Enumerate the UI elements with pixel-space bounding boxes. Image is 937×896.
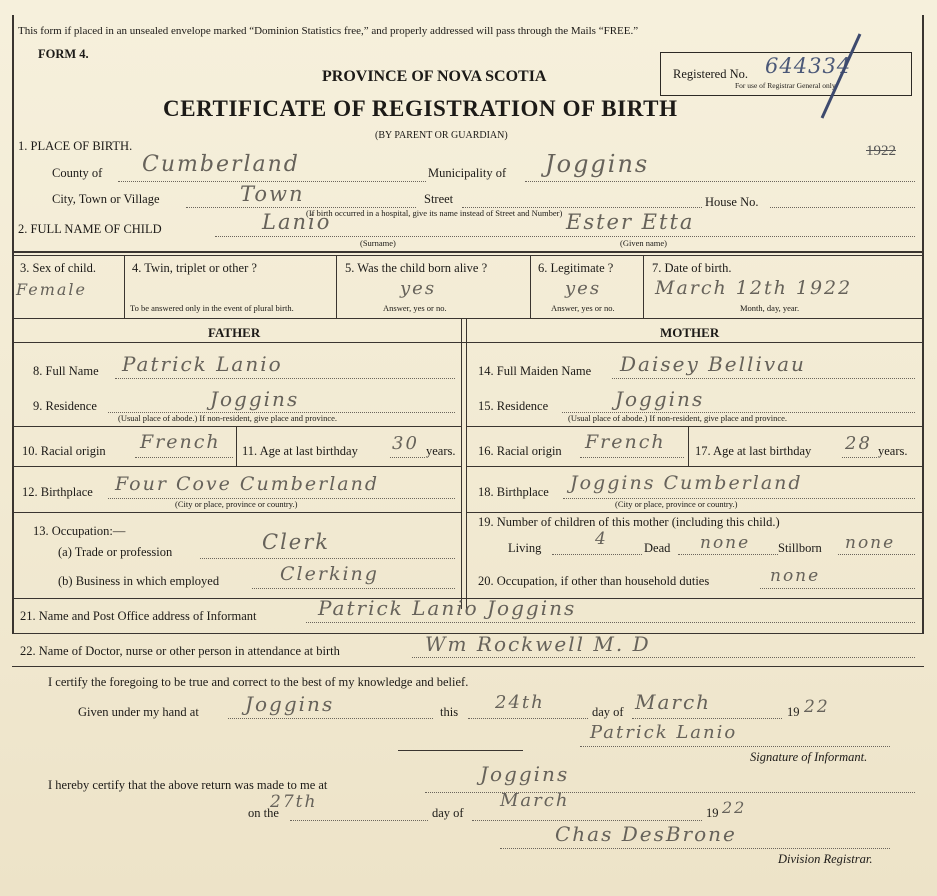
mother-name-label: 14. Full Maiden Name	[478, 364, 592, 378]
registrar-month: March	[500, 790, 570, 811]
registrar-signature-label: Division Registrar.	[778, 852, 873, 866]
father-racial-origin: French	[140, 431, 221, 453]
father-birthplace-note: (City or place, province or country.)	[175, 499, 298, 509]
province-heading: PROVINCE OF NOVA SCOTIA	[322, 68, 547, 85]
twin-label: 4. Twin, triplet or other ?	[132, 261, 257, 275]
hospital-note: (If birth occurred in a hospital, give its name instead of Street and Number)	[306, 208, 563, 218]
legitimate-label: 6. Legitimate ?	[538, 261, 614, 275]
legitimate-value: yes	[565, 278, 602, 299]
this-label: this	[440, 705, 459, 719]
place-heading: 1. PLACE OF BIRTH.	[18, 139, 133, 153]
dead-label: Dead	[644, 541, 671, 555]
municipality-value: Joggins	[545, 150, 650, 178]
registrar-place: Joggins	[480, 762, 570, 786]
surname-caption: (Surname)	[360, 238, 396, 248]
dead-value: none	[700, 533, 751, 553]
registrar-text: I hereby certify that the above return was made to me at	[48, 778, 328, 792]
informant-value: Patrick Lanio Joggins	[318, 596, 577, 620]
given-place: Joggins	[245, 692, 335, 716]
county-label: County of	[52, 166, 103, 180]
mother-birthplace-label: 18. Birthplace	[478, 485, 549, 499]
street-label: Street	[424, 192, 454, 206]
mother-age-label: 17. Age at last birthday	[695, 444, 812, 458]
business-label: (b) Business in which employed	[58, 574, 220, 588]
mother-occupation: none	[770, 566, 821, 586]
doctor-value: Wm Rockwell M. D	[425, 632, 651, 656]
certify-year-prefix: 19	[787, 705, 800, 719]
house-label: House No.	[705, 195, 759, 209]
mother-residence-label: 15. Residence	[478, 399, 549, 413]
year-corner: 1922	[866, 143, 896, 159]
registrar-day: 27th	[270, 792, 318, 812]
alive-note: Answer, yes or no.	[383, 303, 447, 313]
father-birthplace: Four Cove Cumberland	[115, 473, 380, 495]
given-label: Given under my hand at	[78, 705, 199, 719]
alive-label: 5. Was the child born alive ?	[345, 261, 488, 275]
on-the-label: on the	[248, 806, 279, 820]
date-value: March 12th 1922	[655, 277, 853, 299]
trade-value: Clerk	[262, 530, 330, 554]
mother-heading: MOTHER	[660, 325, 720, 340]
twin-note: To be answered only in the event of plural birth.	[130, 303, 294, 313]
mother-racial-label: 16. Racial origin	[478, 444, 562, 458]
certify-month: March	[635, 690, 712, 714]
father-name-label: 8. Full Name	[33, 364, 99, 378]
registrar-signature: Chas DesBrone	[555, 822, 737, 846]
registered-label: Registered No.	[673, 67, 748, 81]
informant-signature: Patrick Lanio	[590, 722, 738, 743]
certify-day: 24th	[495, 692, 545, 713]
legitimate-note: Answer, yes or no.	[551, 303, 615, 313]
stillborn-label: Stillborn	[778, 541, 822, 555]
father-residence-label: 9. Residence	[33, 399, 97, 413]
county-value: Cumberland	[142, 152, 300, 177]
child-name-label: 2. FULL NAME OF CHILD	[18, 222, 162, 236]
registrar-day-of-label: day of	[432, 806, 464, 820]
city-label: City, Town or Village	[52, 192, 160, 206]
certify-text: I certify the foregoing to be true and correct to the best of my knowledge and belief.	[48, 675, 469, 689]
living-label: Living	[508, 541, 542, 555]
date-note: Month, day, year.	[740, 303, 800, 313]
registrar-use-note: For use of Registrar General only.	[735, 81, 837, 90]
father-racial-label: 10. Racial origin	[22, 444, 106, 458]
father-occupation-label: 13. Occupation:—	[33, 524, 126, 538]
mother-residence-note: (Usual place of abode.) If non-resident, give place and province.	[568, 413, 788, 423]
day-of-label: day of	[592, 705, 624, 719]
registry-stroke	[810, 30, 870, 122]
mother-racial-origin: French	[585, 431, 666, 453]
municipality-label: Municipality of	[428, 166, 507, 180]
given-caption: (Given name)	[620, 238, 667, 248]
business-value: Clerking	[280, 563, 379, 585]
child-given-name: Ester Etta	[566, 210, 695, 234]
father-age-label: 11. Age at last birthday	[242, 444, 358, 458]
certify-year: 22	[804, 697, 830, 717]
trade-label: (a) Trade or profession	[58, 545, 173, 559]
children-count-label: 19. Number of children of this mother (including this child.)	[478, 515, 780, 529]
sex-value: Female	[16, 280, 87, 299]
alive-value: yes	[400, 278, 437, 299]
certificate-title: CERTIFICATE OF REGISTRATION OF BIRTH	[163, 96, 678, 121]
mother-birthplace: Joggins Cumberland	[570, 472, 803, 494]
stillborn-value: none	[845, 533, 896, 553]
father-name: Patrick Lanio	[122, 352, 283, 376]
mother-birthplace-note: (City or place, province or country.)	[615, 499, 738, 509]
mother-years: years.	[878, 444, 908, 458]
father-residence-note: (Usual place of abode.) If non-resident, give place and province.	[118, 413, 338, 423]
informant-label: 21. Name and Post Office address of Informant	[20, 609, 257, 623]
form-number: FORM 4.	[38, 47, 89, 61]
mother-occupation-label: 20. Occupation, if other than household duties	[478, 574, 710, 588]
father-residence: Joggins	[210, 387, 300, 411]
registered-number: 644334	[765, 54, 852, 78]
sex-label: 3. Sex of child.	[20, 261, 97, 275]
father-years: years.	[426, 444, 456, 458]
mother-name: Daisey Bellivau	[620, 352, 806, 376]
child-surname: Lanio	[262, 210, 332, 234]
mother-residence: Joggins	[615, 387, 705, 411]
living-value: 4	[595, 529, 608, 549]
registrar-year-prefix: 19	[706, 806, 719, 820]
doctor-label: 22. Name of Doctor, nurse or other person in attendance at birth	[20, 644, 340, 658]
father-birthplace-label: 12. Birthplace	[22, 485, 93, 499]
certificate-subtitle: (BY PARENT OR GUARDIAN)	[375, 130, 508, 141]
postal-notice: This form if placed in an unsealed envelope marked “Dominion Statistics free,” and properly addressed will pass through the Mails “FREE.”	[18, 25, 639, 37]
date-label: 7. Date of birth.	[652, 261, 732, 275]
father-heading: FATHER	[208, 325, 261, 340]
mother-age: 28	[845, 433, 872, 454]
father-age: 30	[392, 433, 419, 454]
informant-signature-label: Signature of Informant.	[750, 750, 868, 764]
city-value: Town	[240, 182, 305, 206]
registrar-year: 22	[722, 798, 747, 817]
